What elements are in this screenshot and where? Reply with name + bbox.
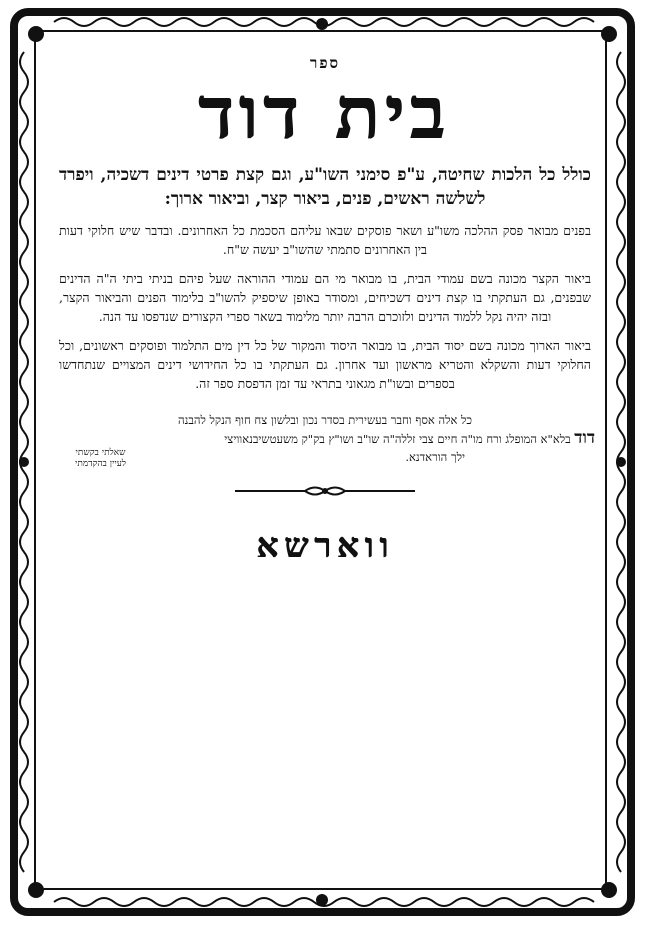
signoff-line-1: שאלתי בקשתי [75,448,126,458]
paragraph-biur-katzar: ביאור הקצר מכונה בשם עמודי הבית, בו מבואר מי הם עמודי ההוראה שעל פיהם בניתי ביתי ה"ה הדינים שבפנים, גם העתקתי בו קצת דינים דשכיחים, ומסודר באופן שיספיק להשו"ב בלימוד הפנים והביאור הקצר, ובזה יהיה נקל ללמוד הדינים ולזוכרם הרבה יותר מלימוד בשאר ספרי הקצורים שנדפסו עד הנה. [59,271,591,324]
book-subtitle: כולל כל הלכות שחיטה, ע"פ סימני השו"ע, וגם קצת פרטי דינים דשכיה, ויפרד לשלשה ראשים, פנים, ביאור קצר, וביאור ארוך: [59,165,591,209]
signoff-line-2: לעיין בהקדמתי [75,459,127,469]
title-page-content [55,40,595,880]
author-name: דוד [574,428,595,448]
author-block [55,411,595,470]
signoff-note [75,448,126,470]
paragraph-biur-aroch: ביאור הארוך מכונה בשם יסוד הבית, בו מבואר היסוד והמקור של כל דין מים התלמוד ופוסקים ראשונים, וכל החלוקי דעות והשקלא והטריא מראשון ועד אחרון. גם העתקתי בו כל החידושי דינים המצויים שנתחדשו בספרים ובשו"ת מגאוני בתראי עד זמן הדפסת ספר זה. [59,338,591,391]
author-footer-row [55,448,595,470]
publication-city: ווארשא [256,526,394,566]
book-title: בית דוד [198,70,452,155]
paragraph-panim: בפנים מבואר פסק ההלכה משו"ע ושאר פוסקים שבאו עליהם הסכמת כל האחרונים. ובדבר שיש חלוקי דעות בין האחרונים סתמתי שהשו"ב יעשה ש"ח. [59,223,591,257]
author-lineage: בלא"א המופלג ורח מו"ה חיים צבי זללה"ה שו"ב ושו"ץ בק"ק משעטשיבנאוויצי [224,432,571,446]
ornamental-divider [235,484,415,498]
author-city: ילך הוראדנא. [405,450,465,464]
sefer-label: ספר [309,54,341,72]
author-name-line [55,429,595,448]
author-intro: כל אלה אסף וחבר בעשירית בסדר נכון ובלשון צח חוף הנקל להבנה [177,413,473,427]
